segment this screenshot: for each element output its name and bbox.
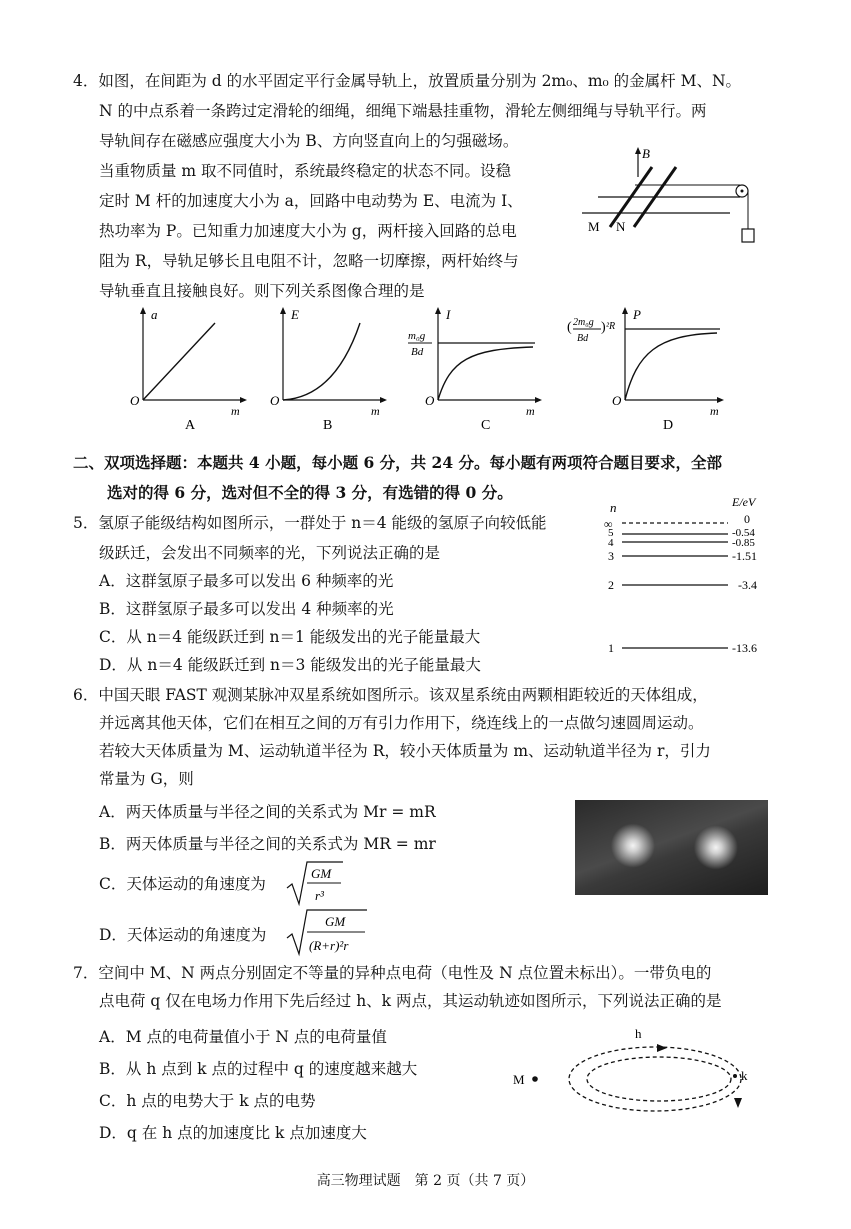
curve-d — [625, 333, 717, 400]
svg-text:(: ( — [567, 320, 572, 335]
q6-option-d-formula — [285, 908, 370, 958]
q4-line-4: 当重物质量 m 取不同值时，系统最终稳定的状态不同。设稳 — [99, 162, 512, 180]
graph-c-id: C — [481, 418, 491, 430]
q4-graph-b — [265, 305, 390, 430]
trajectory-inner — [587, 1057, 731, 1101]
point-h-label: h — [635, 1026, 642, 1041]
ylabel-a: a — [151, 307, 158, 322]
ytick-c-num: m₀g — [408, 330, 426, 342]
svg-text:4: 4 — [608, 537, 614, 549]
q6-option-a[interactable]: A．两天体质量与半径之间的关系式为 Mr = mR — [99, 803, 436, 821]
q5-option-b[interactable]: B．这群氢原子最多可以发出 4 种频率的光 — [99, 600, 394, 618]
q6-line-1: 6．中国天眼 FAST 观测某脉冲双星系统如图所示。该双星系统由两颗相距较近的天体组成， — [73, 686, 708, 704]
q5-line-1: 5．氢原子能级结构如图所示，一群处于 n＝4 能级的氢原子向较低能 — [73, 514, 547, 532]
q5-option-a[interactable]: A．这群氢原子最多可以发出 6 种频率的光 — [99, 572, 394, 590]
point-m-label: M — [513, 1072, 525, 1087]
svg-text:(R+r)²r: (R+r)²r — [309, 938, 349, 953]
svg-text:1: 1 — [608, 641, 614, 655]
q4-line-6: 热功率为 P。已知重力加速度大小为 g，两杆接入回路的总电 — [99, 222, 517, 240]
q7-trajectory-diagram — [505, 1024, 775, 1120]
q4-line-7: 阻为 R，导轨足够长且电阻不计，忽略一切摩擦，两杆始终与 — [99, 252, 519, 270]
xlabel-a: m — [231, 404, 240, 418]
svg-text:GM: GM — [311, 866, 332, 881]
svg-text:-1.51: -1.51 — [732, 549, 757, 563]
q7-option-b[interactable]: B．从 h 点到 k 点的过程中 q 的速度越来越大 — [99, 1060, 418, 1078]
level-inf-e: 0 — [744, 512, 750, 526]
origin-c: O — [425, 393, 435, 408]
origin-d: O — [612, 393, 622, 408]
rod-m-label: M — [588, 219, 600, 234]
q5-line-2: 级跃迁，会发出不同频率的光，下列说法正确的是 — [99, 544, 441, 562]
svg-text:-0.85: -0.85 — [732, 537, 755, 549]
svg-text:5: 5 — [608, 527, 614, 539]
ylabel-d: P — [633, 307, 641, 322]
svg-text:3: 3 — [608, 549, 614, 563]
q4-line-1: 4．如图，在间距为 d 的水平固定平行金属导轨上，放置质量分别为 2m₀、m₀ 的金属杆 M、N。 — [73, 72, 742, 90]
q5-option-d[interactable]: D．从 n＝4 能级跃迁到 n＝3 能级发出的光子能量最大 — [99, 656, 481, 674]
ytick-d-num: 2m₀g — [573, 317, 594, 328]
curve-b — [283, 323, 360, 400]
ytick-d-suffix: ²R — [606, 321, 616, 332]
q7-option-a[interactable]: A．M 点的电荷量值小于 N 点的电荷量值 — [99, 1028, 387, 1046]
ytick-c-den: Bd — [411, 346, 424, 358]
xlabel-b: m — [371, 404, 380, 418]
point-k-label: k — [741, 1068, 748, 1083]
q6-line-3: 若较大天体质量为 M、运动轨道半径为 R，较小天体质量为 m、运动轨道半径为 r，引力 — [99, 742, 711, 760]
q6-line-4: 常量为 G，则 — [99, 770, 194, 788]
n-header: n — [610, 500, 617, 515]
q5-option-c[interactable]: C．从 n＝4 能级跃迁到 n＝1 能级发出的光子能量最大 — [99, 628, 481, 646]
q7-option-d[interactable]: D．q 在 h 点的加速度比 k 点加速度大 — [99, 1124, 367, 1142]
q6-option-c-formula — [285, 860, 345, 908]
section-2-heading-cont: 选对的得 6 分，选对但不全的得 3 分，有选错的得 0 分。 — [107, 483, 513, 502]
svg-text:GM: GM — [325, 914, 346, 929]
q4-graph-d — [565, 305, 730, 430]
svg-text:r³: r³ — [315, 888, 324, 903]
q4-line-3: 导轨间存在磁感应强度大小为 B、方向竖直向上的匀强磁场。 — [99, 132, 519, 150]
q7-line-1: 7．空间中 M、N 两点分别固定不等量的异种点电荷（电性及 N 点位置未标出）。一带负电的 — [73, 964, 712, 982]
h-arrow-icon — [657, 1044, 667, 1052]
q4-graph-a — [125, 305, 250, 430]
level-inf-n: ∞ — [604, 517, 613, 531]
q6-option-d-label: D．天体运动的角速度为 — [99, 926, 267, 944]
q4-graph-c — [405, 305, 545, 430]
xlabel-c: m — [526, 404, 535, 418]
binary-pulsar-photo — [575, 800, 768, 895]
graph-b-id: B — [323, 418, 333, 430]
xlabel-d: m — [710, 404, 719, 418]
graph-a-id: A — [185, 418, 196, 430]
field-label: B — [642, 146, 650, 161]
ytick-d-den: Bd — [577, 333, 589, 344]
svg-text:2: 2 — [608, 578, 614, 592]
weight-block — [742, 229, 754, 242]
curve-c — [438, 347, 533, 400]
q4-line-2: N 的中点系着一条跨过定滑轮的细绳，细绳下端悬挂重物，滑轮左侧细绳与导轨平行。两 — [99, 102, 707, 120]
rod-n-label: N — [616, 219, 626, 234]
ylabel-b: E — [291, 307, 299, 322]
q4-rail-diagram — [580, 145, 770, 245]
section-2-heading: 二、双项选择题：本题共 4 小题，每小题 6 分，共 24 分。每小题有两项符合题目要求，全部 — [73, 453, 723, 472]
q6-option-b[interactable]: B．两天体质量与半径之间的关系式为 MR = mr — [99, 835, 436, 853]
q6-option-c-label: C．天体运动的角速度为 — [99, 875, 266, 893]
svg-text:-13.6: -13.6 — [732, 641, 757, 655]
q7-line-2: 点电荷 q 仅在电场力作用下先后经过 h、k 两点，其运动轨迹如图所示，下列说法正确的是 — [99, 992, 722, 1010]
origin-a: O — [130, 393, 140, 408]
svg-text:): ) — [601, 320, 606, 335]
k-arrow-icon — [734, 1098, 742, 1108]
energy-header: E/eV — [732, 495, 756, 509]
point-m — [532, 1076, 538, 1082]
svg-text:-0.54: -0.54 — [732, 527, 755, 539]
graph-d-id: D — [663, 418, 674, 430]
svg-text:-3.4: -3.4 — [738, 578, 757, 592]
origin-b: O — [270, 393, 280, 408]
q6-line-2: 并远离其他天体，它们在相互之间的万有引力作用下，绕连线上的一点做匀速圆周运动。 — [99, 714, 704, 732]
q4-line-5: 定时 M 杆的加速度大小为 a，回路中电动势为 E、电流为 I、 — [99, 192, 523, 210]
q4-line-8: 导轨垂直且接触良好。则下列关系图像合理的是 — [99, 282, 425, 300]
q7-option-c[interactable]: C．h 点的电势大于 k 点的电势 — [99, 1092, 316, 1110]
curve-a — [143, 323, 215, 400]
page-footer: 高三物理试题 第 2 页（共 7 页） — [316, 1173, 535, 1189]
ylabel-c: I — [446, 307, 451, 322]
q5-energy-level-diagram — [598, 492, 778, 662]
